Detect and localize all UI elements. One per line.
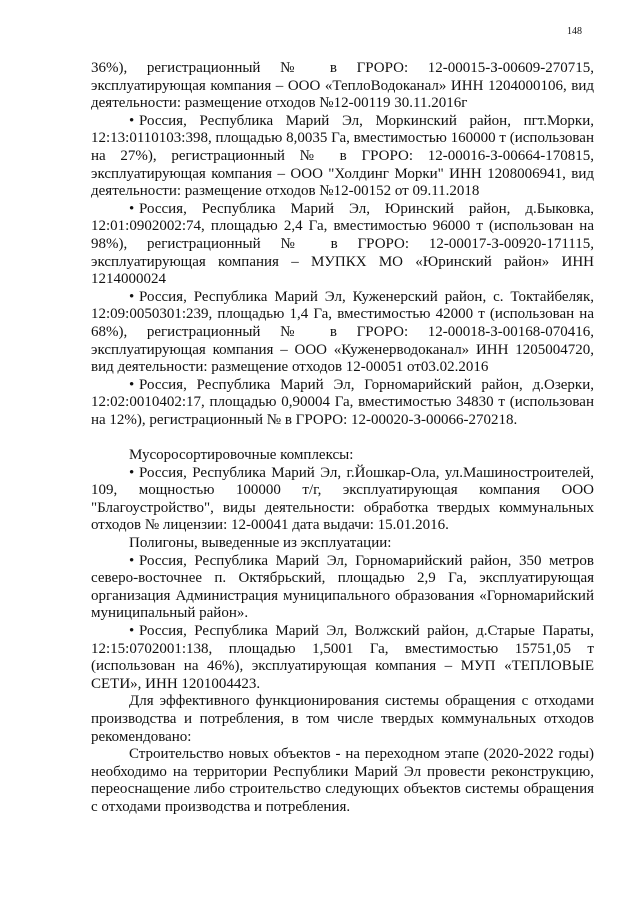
list-item: • Россия, Республика Марий Эл, Юринский район, д.Быковка, 12:01:0902002:74, площадью 2,4 Га, вместимостью 96000 т (использован на 98%), регистрационный № в ГРОРО: 12-00017-З-00920-171115, эксплуатирующая компания – МУПКХ МО «Юринский район» ИНН 1214000024 [91,200,594,288]
bullet-icon: • [129,376,135,393]
bullet-icon: • [129,200,135,217]
landfill-list [91,113,594,430]
spacer [91,429,594,447]
bullet-icon: • [129,552,135,569]
page-number: 148 [567,26,582,37]
list-item: • Россия, Республика Марий Эл, Моркинский район, пгт.Морки, 12:13:0110103:398, площадью 8,0035 Га, вместимостью 160000 т (использован на 27%), регистрационный № в ГРОРО: 12-00016-З-00664-170815, эксплуатирующая компания – ООО "Холдинг Морки" ИНН 1208006941, вид деятельности: размещение отходов №12-00152 от 09.11.2018 [91,112,594,200]
list-item: • Россия, Республика Марий Эл, Горномарийский район, 350 метров северо-восточнее п. Октябрьский, площадью 2,9 Га, эксплуатирующая организация Администрация муниципального образования «Горномарийский муниципальный район». [91,552,594,622]
bullet-icon: • [129,112,135,129]
list-item: • Россия, Республика Марий Эл, Куженерский район, с. Токтайбеляк, 12:09:0050301:239, площадью 1,4 Га, вместимостью 42000 т (использован на 68%), регистрационный № в ГРОРО: 12-00018-З-00168-070416, эксплуатирующая компания – ООО «Куженерводоканал» ИНН 1205004720, вид деятельности: размещение отходов 12-00051 от03.02.2016 [91,288,594,376]
bullet-icon: • [129,464,135,481]
list-item: • Россия, Республика Марий Эл, г.Йошкар-Ола, ул.Машиностроителей, 109, мощностью 100000 т/г, эксплуатирующая компания ООО "Благоустройство", виды деятельности: обработка твердых коммунальных отходов № лицензии: 12-00041 дата выдачи: 15.01.2016. [91,464,594,534]
list-item: • Россия, Республика Марий Эл, Волжский район, д.Старые Параты, 12:15:0702001:138, площадью 1,5001 Га, вместимостью 15751,05 т (использован на 46%), эксплуатирующая компания – МУП «ТЕПЛОВЫЕ СЕТИ», ИНН 1201004423. [91,623,594,692]
decommissioned-heading: Полигоны, выведенные из эксплуатации: [129,535,392,552]
continuation-paragraph: 36%), регистрационный № в ГРОРО: 12-00015-З-00609-270715, эксплуатирующая компания – ООО «ТеплоВодоканал» ИНН 1204000106, вид деятельности: размещение отходов №12-00119 30.11.2016г [91,60,594,112]
construction-paragraph: Строительство новых объектов - на переходном этапе (2020-2022 годы) необходимо на территории Республики Марий Эл провести реконструкцию, переоснащение либо строительство следующих объектов системы обращения с отходами производства и потребления. [91,746,594,815]
bullet-icon: • [129,623,135,639]
bullet-icon: • [129,288,135,305]
sorting-heading: Мусоросортировочные комплексы: [129,447,354,464]
recommendation-paragraph: Для эффективного функционирования системы обращения с отходами производства и потребления, в том числе твердых коммунальных отходов рекомендовано: [91,693,594,745]
page-body [91,60,594,817]
list-item: • Россия, Республика Марий Эл, Горномарийский район, д.Озерки, 12:02:0010402:17, площадью 0,90004 Га, вместимостью 34830 т (использован на 12%), регистрационный № в ГРОРО: 12-00020-З-00066-270218. [91,376,594,428]
